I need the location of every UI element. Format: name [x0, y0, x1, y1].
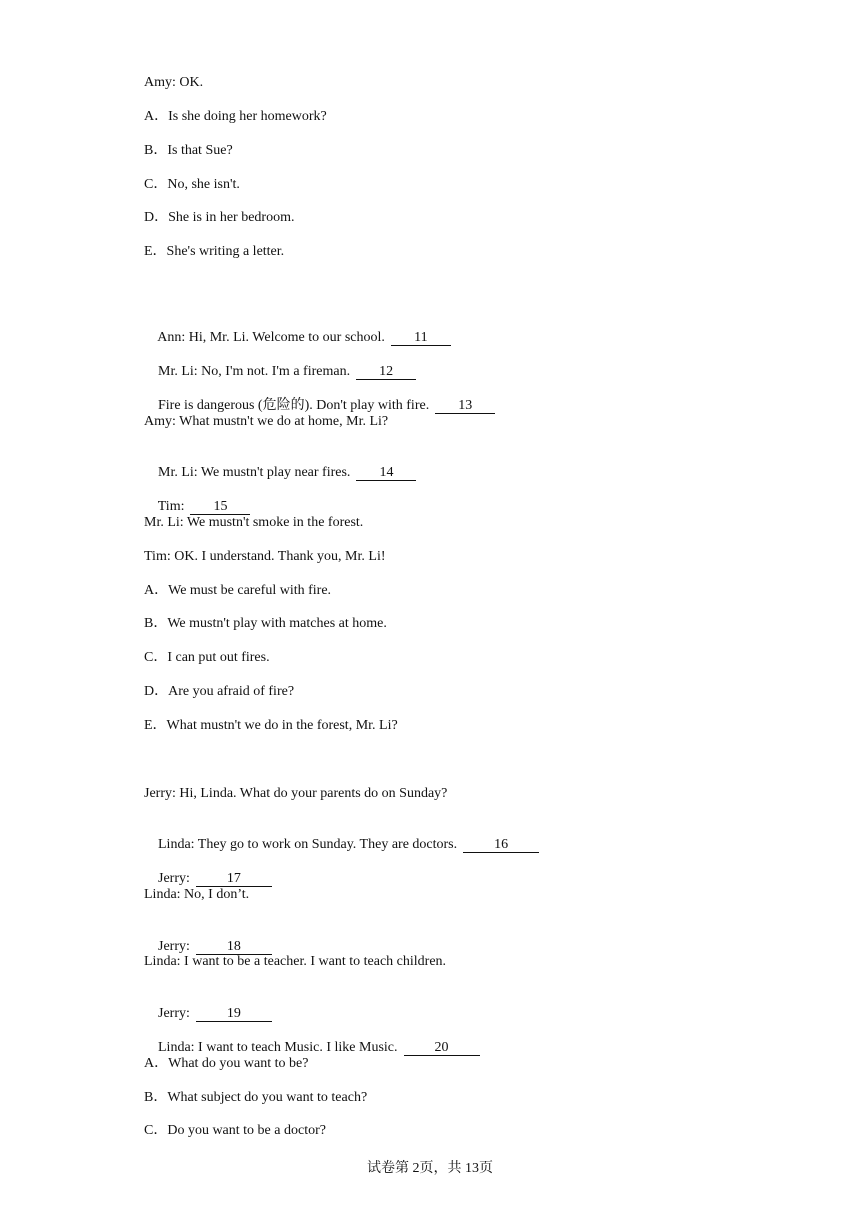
dialogue-text: Jerry: — [158, 1006, 190, 1021]
page-footer: 试卷第 2页，共 13页 — [367, 1161, 493, 1176]
dialogue-line: Linda: I want to be a teacher. I want to teach children. — [144, 954, 447, 969]
dialogue-text: Mr. Li: We mustn't play near fires. — [158, 465, 351, 480]
answer-blank-20: 20 — [404, 1040, 480, 1056]
option-a: A．Is she doing her homework? — [144, 109, 327, 124]
dialogue-text: Ann: Hi, Mr. Li. Welcome to our school. — [157, 330, 385, 345]
option-d: D．She is in her bedroom. — [144, 210, 295, 225]
dialogue-line: Amy: What mustn't we do at home, Mr. Li? — [144, 414, 389, 429]
answer-blank-12: 12 — [356, 364, 416, 380]
dialogue-text: Linda: I want to teach Music. I like Music. — [158, 1040, 398, 1055]
dialogue-text: Jerry: — [158, 871, 190, 886]
option-c: C．I can put out fires. — [144, 650, 270, 665]
dialogue-line: Linda: No, I don’t. — [144, 887, 250, 902]
answer-blank-11: 11 — [391, 330, 451, 346]
dialogue-text: Linda: They go to work on Sunday. They are doctors. — [158, 837, 458, 852]
option-e: E．What mustn't we do in the forest, Mr. Li? — [144, 718, 398, 733]
dialogue-line: Mr. Li: We mustn't smoke in the forest. — [144, 515, 364, 530]
answer-blank-13: 13 — [435, 398, 495, 414]
dialogue-line: Tim: OK. I understand. Thank you, Mr. Li! — [144, 549, 386, 564]
option-b: B．Is that Sue? — [144, 143, 233, 158]
dialogue-text: Fire is dangerous (危险的). Don't play with fire. — [158, 398, 430, 413]
answer-blank-19: 19 — [196, 1006, 272, 1022]
option-b: B．What subject do you want to teach? — [144, 1090, 368, 1105]
dialogue-text: Jerry: — [158, 939, 190, 954]
option-a: A．We must be careful with fire. — [144, 583, 332, 598]
answer-blank-17: 17 — [196, 871, 272, 887]
dialogue-line: Jerry: Hi, Linda. What do your parents do on Sunday? — [144, 786, 448, 801]
option-b: B．We mustn't play with matches at home. — [144, 616, 387, 631]
answer-blank-15: 15 — [190, 499, 250, 515]
answer-blank-16: 16 — [463, 837, 539, 853]
dialogue-line: Amy: OK. — [144, 75, 204, 90]
dialogue-text: Mr. Li: No, I'm not. I'm a fireman. — [158, 364, 351, 379]
dialogue-text: Tim: — [157, 499, 185, 514]
option-d: D．Are you afraid of fire? — [144, 684, 295, 699]
option-e: E．She's writing a letter. — [144, 244, 285, 259]
option-c: C．Do you want to be a doctor? — [144, 1123, 326, 1138]
option-c: C．No, she isn't. — [144, 177, 240, 192]
option-a: A．What do you want to be? — [144, 1056, 309, 1071]
answer-blank-18: 18 — [196, 939, 272, 955]
answer-blank-14: 14 — [356, 465, 416, 481]
